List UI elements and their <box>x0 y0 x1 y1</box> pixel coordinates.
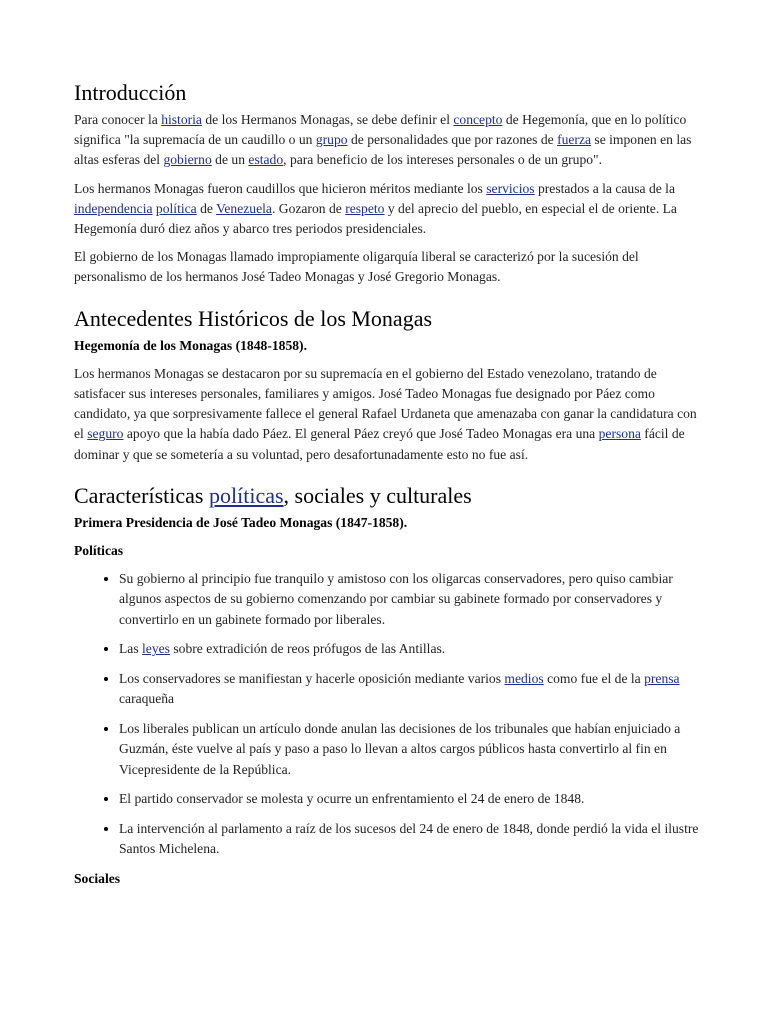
text: Características <box>74 482 209 508</box>
politicas-list <box>74 569 700 859</box>
intro-paragraph-3: El gobierno de los Monagas llamado impropiamente oligarquía liberal se caracterizó por la sucesión del personalismo de los hermanos José Tadeo Monagas y José Gregorio Monagas. <box>74 249 639 285</box>
text: de un <box>211 152 249 168</box>
text: Para conocer la <box>74 112 162 127</box>
text: Las <box>119 641 143 657</box>
text: El partido conservador se molesta y ocurre un enfrentamiento el 24 de enero de 1848. <box>119 791 585 807</box>
link-leyes[interactable]: leyes <box>142 641 170 657</box>
link-persona[interactable]: persona <box>598 426 641 442</box>
text: , para beneficio de los intereses personales o de un grupo". <box>283 152 602 168</box>
text: . Gozaron de <box>271 200 346 216</box>
text: sobre extradición de reos prófugos de las Antillas. <box>169 641 446 657</box>
text: de <box>196 200 217 216</box>
link-concepto[interactable]: concepto <box>453 112 503 127</box>
link-estado[interactable]: estado <box>248 152 284 168</box>
list-item <box>119 819 700 859</box>
text: Los hermanos Monagas se destacaron por su supremacía en el gobierno del Estado venezolano, tratando de satisfacer sus intereses personales, familiares y amigos. José Tadeo Monagas fue designado por Páez como candidato, ya que sorpresivamente fallece el general Rafael Urdaneta que amenazaba con ganar la candidatura con el <box>74 365 697 442</box>
text: apoyo que la había dado Páez. El general Páez creyó que José Tadeo Monagas era una <box>123 426 599 442</box>
list-item <box>119 719 700 780</box>
text: fácil de dominar y que se sometería a su voluntad, pero desafortunadamente esto no fue así. <box>74 426 685 462</box>
list-item <box>119 669 700 709</box>
text: Los hermanos Monagas fueron caudillos que hicieron méritos mediante los <box>74 180 487 196</box>
list-item <box>119 789 700 809</box>
text: como fue el de la <box>543 671 645 687</box>
caracteristicas-subheading: Primera Presidencia de José Tadeo Monagas (1847-1858). <box>74 514 408 530</box>
caracteristicas-heading <box>74 481 700 511</box>
text: La intervención al parlamento a raíz de los sucesos del 24 de enero de 1848, donde perdió la vida el ilustre Santos Michelena. <box>119 821 699 857</box>
sociales-label: Sociales <box>74 871 121 887</box>
link-grupo[interactable]: grupo <box>315 132 348 148</box>
antecedentes-paragraph <box>74 364 700 465</box>
text: de Hegemonía, que en lo político significa "la supremacía de un caudillo o un <box>74 112 687 148</box>
text: caraqueña <box>119 691 175 707</box>
intro-paragraph-2 <box>74 179 700 240</box>
link-seguro[interactable]: seguro <box>87 426 124 442</box>
text: prestados a la causa de la <box>534 180 675 196</box>
link-prensa[interactable]: prensa <box>644 671 680 687</box>
intro-paragraph-1 <box>74 110 700 171</box>
link-politicas[interactable]: políticas <box>209 482 284 508</box>
link-medios[interactable]: medios <box>504 671 544 687</box>
text: de personalidades que por razones de <box>347 132 558 148</box>
politicas-label: Políticas <box>74 543 124 559</box>
link-servicios[interactable]: servicios <box>486 180 535 196</box>
text: de los Hermanos Monagas, se debe definir el <box>201 112 454 127</box>
text: , sociales y culturales <box>283 482 472 508</box>
link-respeto[interactable]: respeto <box>345 200 385 216</box>
intro-heading: Introducción <box>74 80 187 105</box>
link-fuerza[interactable]: fuerza <box>557 132 592 148</box>
link-politica[interactable]: política <box>155 200 197 216</box>
text: y del aprecio del pueblo, en especial el de oriente. La Hegemonía duró diez años y abarco tres periodos presidenciales. <box>74 200 677 237</box>
antecedentes-heading: Antecedentes Históricos de los Monagas <box>74 305 433 331</box>
text: se imponen en las altas esferas del <box>74 132 692 168</box>
link-historia[interactable]: historia <box>161 112 202 127</box>
link-gobierno[interactable]: gobierno <box>163 152 212 168</box>
link-venezuela[interactable]: Venezuela <box>216 200 272 216</box>
link-independencia[interactable]: independencia <box>74 200 153 216</box>
list-item <box>119 569 700 630</box>
text: Los conservadores se manifiestan y hacerle oposición mediante varios <box>119 671 505 687</box>
antecedentes-subheading: Hegemonía de los Monagas (1848-1858). <box>74 337 307 353</box>
text: Su gobierno al principio fue tranquilo y amistoso con los oligarcas conservadores, pero quiso cambiar algunos aspectos de su gobierno comenzando por cambiar su gabinete formado por conservadores y convertirlo en un gabinete formado por liberales. <box>119 571 673 627</box>
text: Los liberales publican un artículo donde anulan las decisiones de los tribunales que habían enjuiciado a Guzmán, éste vuelve al país y paso a paso lo llevan a altos cargos públicos hasta convertirlo al fin en Vicepresidente de la República. <box>119 721 681 777</box>
list-item <box>119 639 700 659</box>
